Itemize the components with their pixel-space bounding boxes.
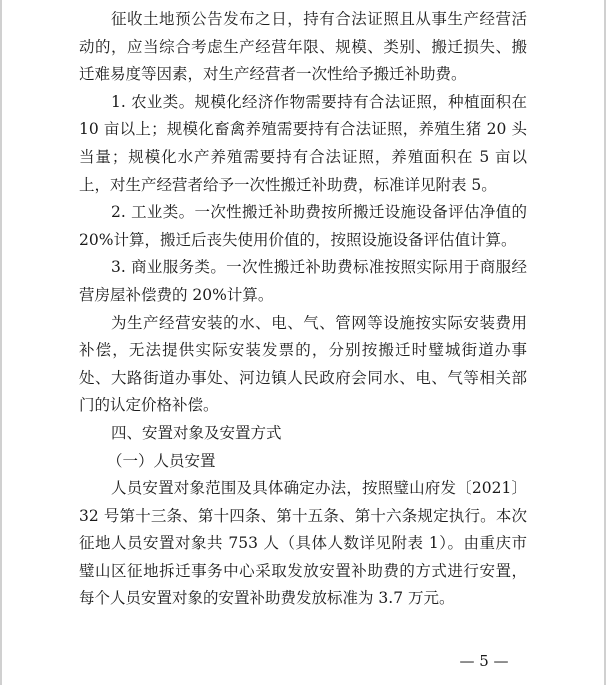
paragraph-intro: 征收土地预公告发布之日，持有合法证照且从事生产经营活动的，应当综合考虑生产经营年限、规模、类别、搬迁损失、搬迁难易度等因素，对生产经营者一次性给予搬迁补助费。 bbox=[79, 10, 527, 84]
paragraph-agriculture: 1. 农业类。规模化经济作物需要持有合法证照，种植面积在10 亩以上；规模化畜禽养殖需要持有合法证照，养殖生猪 20 头当量；规模化水产养殖需要持有合法证照，养殖面积在 5 亩以上，对生产经营者给予一次性搬迁补助费，标准详见附表 5。 bbox=[79, 92, 527, 194]
section-heading-4: 四、安置对象及安置方式 bbox=[111, 423, 282, 442]
subsection-heading-personnel: （一）人员安置 bbox=[107, 451, 216, 470]
paragraph-industry: 2. 工业类。一次性搬迁补助费按所搬迁设施设备评估净值的20%计算，搬迁后丧失使用价值的，按照设施设备评估值计算。 bbox=[79, 203, 527, 249]
paragraph-utilities: 为生产经营安装的水、电、气、管网等设施按实际安装费用补偿，无法提供实际安装发票的，分别按搬迁时璧城街道办事处、大路街道办事处、河边镇人民政府会同水、电、气等相关部门的认定价格补偿。 bbox=[79, 313, 527, 415]
page-left-edge bbox=[0, 0, 2, 685]
paragraph-personnel: 人员安置对象范围及具体确定办法，按照璧山府发〔2021〕32 号第十三条、第十四条、第十五条、第十六条规定执行。本次征地人员安置对象共 753 人（具体人数详见附表 1）。由重庆市璧山区征地拆迁事务中心采取发放安置补助费的方式进行安置，每个人员安置对象的安置补助费发放标准为 3.7 万元。 bbox=[79, 479, 527, 608]
paragraph-commerce: 3. 商业服务类。一次性搬迁补助费标准按照实际用于商服经营房屋补偿费的 20%计算。 bbox=[79, 258, 527, 304]
page-number: — 5 — bbox=[459, 652, 509, 670]
document-body bbox=[79, 6, 527, 613]
